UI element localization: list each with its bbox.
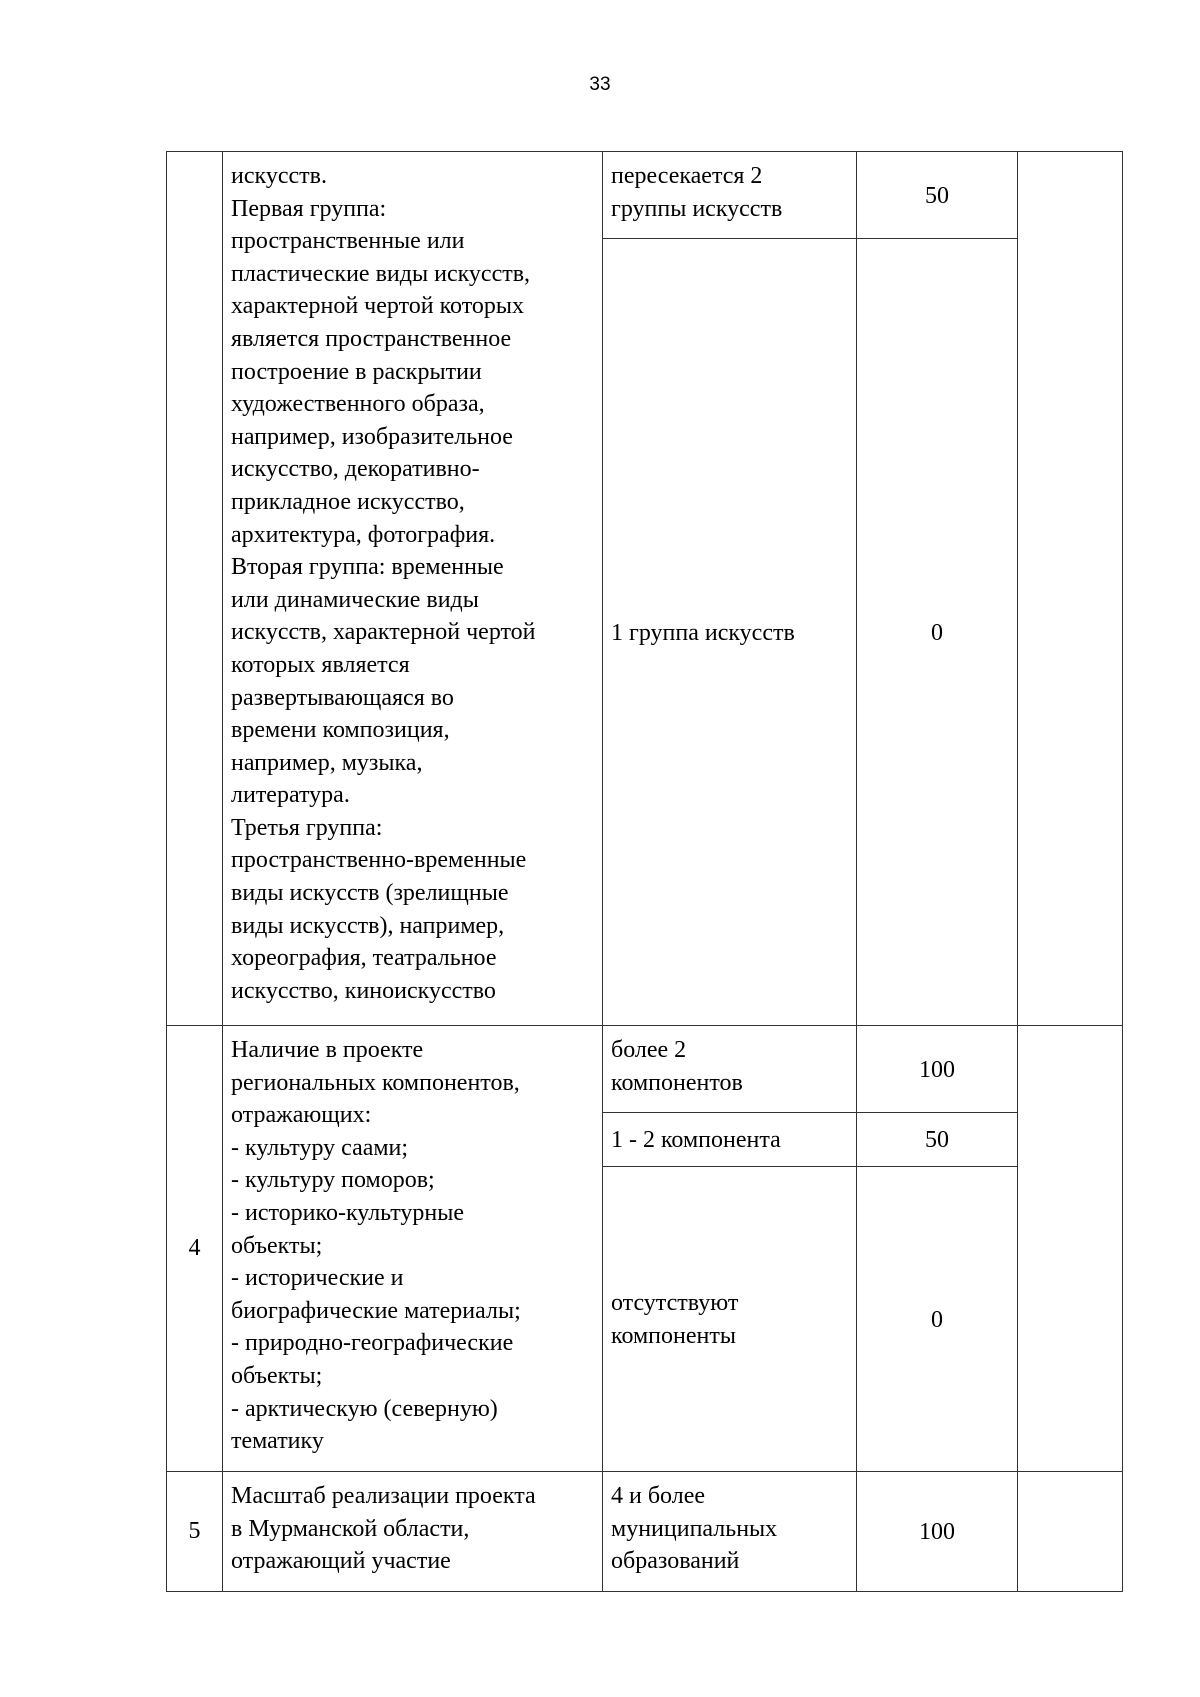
criterion-number (167, 152, 223, 1026)
option-value: 4 и более муниципальных образований (603, 1472, 857, 1592)
criterion-description: Наличие в проекте региональных компонентов, отражающих: - культуру саами; - культуру поморов; - историко-культурные объекты; - исторические и биографические материалы; - природно-географические объекты; - арктическую (северную) тематику (223, 1026, 603, 1472)
criterion-number: 4 (167, 1026, 223, 1472)
option-value: отсутствуют компоненты (603, 1167, 857, 1472)
option-score: 0 (857, 1167, 1018, 1472)
option-value: пересекается 2 группы искусств (603, 152, 857, 239)
page-number: 33 (589, 74, 611, 95)
table-row (167, 1026, 1123, 1113)
option-value: 1 группа искусств (603, 239, 857, 1026)
table-row (167, 1472, 1123, 1592)
criterion-description: искусств. Первая группа: пространственные или пластические виды искусств, характерной чертой которых является пространственное построение в раскрытии художественного образа, например, изобразительное искусство, декоративно- прикладное искусство, архитектура, фотография. Вторая группа: временные или динамические виды искусств, характерной чертой которых является развертывающаяся во времени композиция, например, музыка, литература. Третья группа: пространственно-временные виды искусств (зрелищные виды искусств), например, хореография, театральное искусство, киноискусство (223, 152, 603, 1026)
option-score: 100 (857, 1472, 1018, 1592)
criterion-description: Масштаб реализации проекта в Мурманской области, отражающий участие (223, 1472, 603, 1592)
empty-cell (1018, 1026, 1123, 1472)
criteria-table (166, 151, 1123, 1592)
option-value: более 2 компонентов (603, 1026, 857, 1113)
option-score: 100 (857, 1026, 1018, 1113)
option-score: 50 (857, 1113, 1018, 1167)
option-score: 0 (857, 239, 1018, 1026)
empty-cell (1018, 1472, 1123, 1592)
option-value: 1 - 2 компонента (603, 1113, 857, 1167)
option-score: 50 (857, 152, 1018, 239)
table-row (167, 152, 1123, 239)
empty-cell (1018, 152, 1123, 1026)
criterion-number: 5 (167, 1472, 223, 1592)
